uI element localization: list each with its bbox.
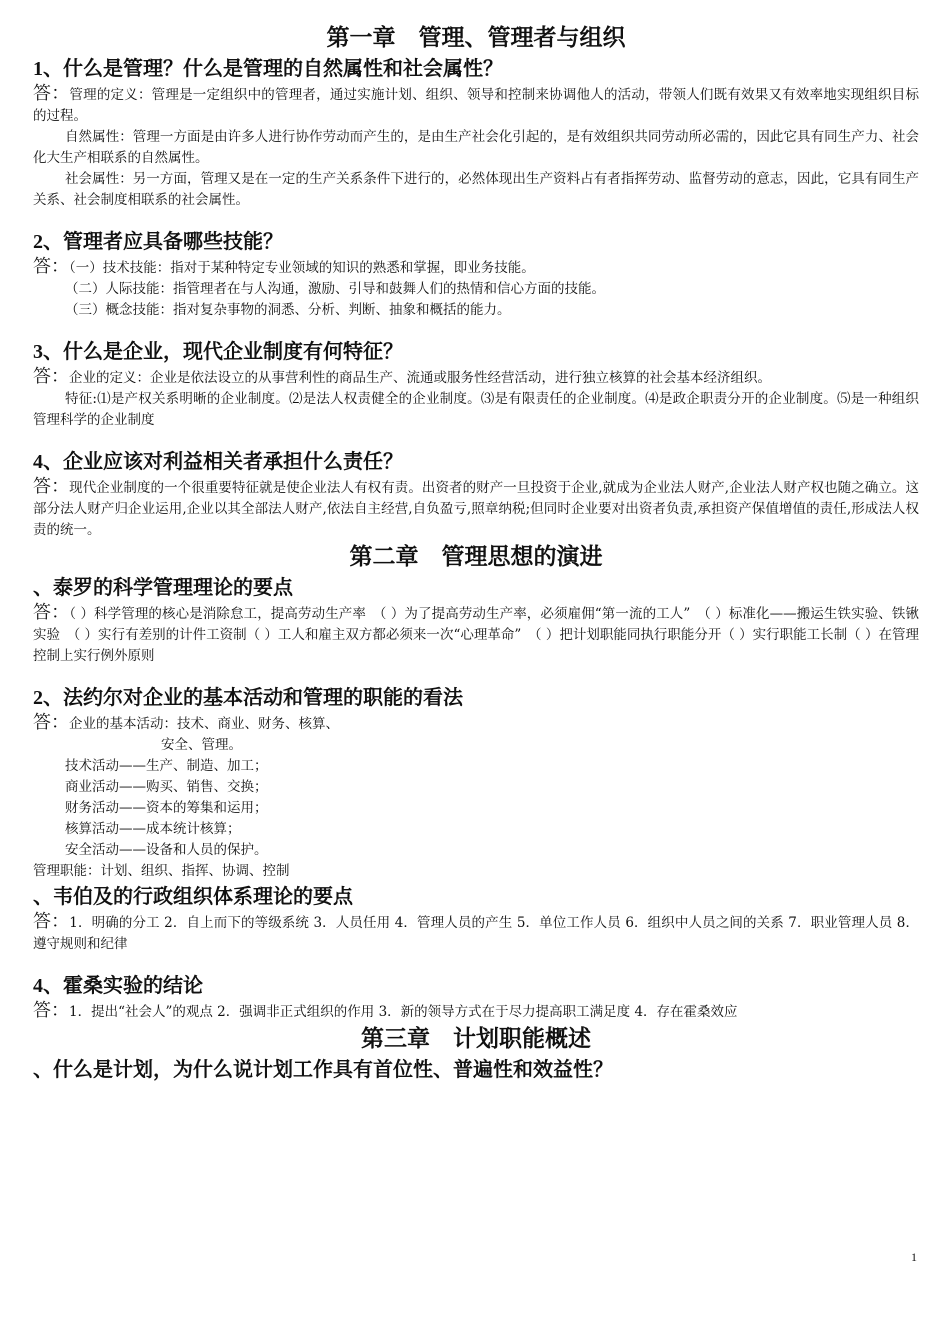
answer-paragraph: 1．提出“社会人”的观点 2．强调非正式组织的作用 3．新的领导方式在于尽力提高职工满足度 4．存在霍桑效应: [69, 1004, 738, 1020]
answer-line: 安全活动——设备和人员的保护。: [65, 842, 268, 858]
answer-1-1: [33, 83, 919, 127]
answer-label: 答：: [33, 911, 70, 932]
question-text: 、企业应该对利益相关者承担什么责任？: [43, 449, 403, 473]
answer-label: 答：: [33, 602, 70, 623]
question-1-4: [33, 447, 919, 476]
answer-paragraph: 现代企业制度的一个很重要特征就是使企业法人有权有责。出资者的财产一旦投资于企业,就成为企业法人财产,企业法人财产权也随之确立。这部分法人财产归企业运用,企业以其全部法人财产,依法自主经营,自负盈亏,照章纳税;但同时企业要对出资者负责,承担资产保值增值的责任,形成法人权责的统一。: [33, 480, 919, 538]
answer-2-1: [33, 602, 919, 667]
question-text: 、什么是计划，为什么说计划工作具有首位性、普遍性和效益性？: [33, 1057, 613, 1081]
answer-line: 技术活动——生产、制造、加工；: [65, 758, 268, 774]
answer-label: 答：: [33, 712, 69, 733]
answer-line: 核算活动——成本统计核算；: [65, 821, 241, 837]
question-text: 、什么是企业，现代企业制度有何特征？: [43, 339, 403, 363]
answer-1-2: [33, 256, 919, 279]
question-text: 、泰罗的科学管理理论的要点: [33, 575, 293, 599]
question-2-4: [33, 971, 919, 1000]
question-text: 、什么是管理？什么是管理的自然属性和社会属性？: [43, 56, 503, 80]
answer-paragraph: 1．明确的分工 2．自上而下的等级系统 3．人员任用 4．管理人员的产生 5．单位工作人员 6．组织中人员之间的关系 7．职业管理人员 8．遵守规则和纪律: [33, 915, 920, 952]
answer-label: 答：: [33, 1000, 69, 1021]
question-1-3: [33, 337, 919, 366]
answer-paragraph: 企业的定义：企业是依法设立的从事营利性的商品生产、流通或服务性经营活动，进行独立核算的社会基本经济组织。: [69, 370, 771, 386]
answer-line: 企业的基本活动：技术、商业、财务、核算、: [69, 716, 339, 732]
question-2-2: [33, 683, 919, 712]
answer-paragraph: （ ）科学管理的核心是消除怠工，提高劳动生产率 （ ）为了提高劳动生产率，必须雇佣“第一流的工人” （ ）标准化——搬运生铁实验、铁锹实验 （ ）实行有差别的计件工资制（ ）工人和雇主双方都必须来一次“心理革命” （ ）把计划职能同执行职能分开（ ）实行职能工长制（ ）在管理控制上实行例外原则: [33, 606, 919, 664]
answer-paragraph: （一）技术技能：指对于某种特定专业领域的知识的熟悉和掌握，即业务技能。: [69, 260, 535, 276]
answer-line: 管理职能：计划、组织、指挥、协调、控制: [33, 863, 290, 879]
question-number: 1: [33, 58, 43, 80]
question-3-1: [33, 1055, 919, 1084]
answer-label: 答：: [33, 83, 70, 104]
answer-paragraph: （三）概念技能：指对复杂事物的洞悉、分析、判断、抽象和概括的能力。: [65, 302, 511, 318]
answer-1-3: [33, 366, 919, 389]
question-number: 2: [33, 231, 43, 253]
answer-2-3: [33, 911, 919, 955]
answer-2-4: [33, 1000, 919, 1023]
question-2-1: [33, 573, 919, 602]
answer-label: 答：: [33, 256, 69, 277]
question-2-3: [33, 882, 919, 911]
question-text: 、霍桑实验的结论: [43, 973, 203, 997]
page-number: 1: [911, 1250, 917, 1264]
answer-paragraph: 特征:⑴是产权关系明晰的企业制度。⑵是法人权责健全的企业制度。⑶是有限责任的企业制度。⑷是政企职责分开的企业制度。⑸是一种组织管理科学的企业制度: [33, 391, 919, 428]
answer-label: 答：: [33, 476, 70, 497]
answer-paragraph: （二）人际技能：指管理者在与人沟通，激励、引导和鼓舞人们的热情和信心方面的技能。: [65, 281, 605, 297]
answer-paragraph: 管理的定义：管理是一定组织中的管理者，通过实施计划、组织、领导和控制来协调他人的活动，带领人们既有效果又有效率地实现组织目标的过程。: [33, 87, 920, 124]
document-page: [33, 22, 919, 1084]
answer-line: 安全、管理。: [161, 737, 242, 753]
answer-2-2: [33, 712, 919, 735]
question-text: 、管理者应具备哪些技能？: [43, 229, 283, 253]
question-text: 、韦伯及的行政组织体系理论的要点: [33, 884, 353, 908]
answer-line: 商业活动——购买、销售、交换；: [65, 779, 268, 795]
question-1-1: [33, 54, 919, 83]
question-number: 2: [33, 687, 43, 709]
question-number: 4: [33, 451, 43, 473]
chapter-3-title: 第三章 计划职能概述: [361, 1025, 591, 1052]
chapter-2-title: 第二章 管理思想的演进: [349, 543, 603, 570]
answer-paragraph: 自然属性：管理一方面是由许多人进行协作劳动而产生的，是由生产社会化引起的，是有效组织共同劳动所必需的，因此它具有同生产力、社会化大生产相联系的自然属性。: [33, 129, 919, 166]
question-number: 4: [33, 975, 43, 997]
chapter-1-title: 第一章 管理、管理者与组织: [326, 24, 626, 51]
question-text: 、法约尔对企业的基本活动和管理的职能的看法: [43, 685, 463, 709]
question-1-2: [33, 227, 919, 256]
answer-line: 财务活动——资本的筹集和运用；: [65, 800, 268, 816]
answer-label: 答：: [33, 366, 69, 387]
question-number: 3: [33, 341, 43, 363]
answer-1-4: [33, 476, 919, 541]
answer-paragraph: 社会属性：另一方面，管理又是在一定的生产关系条件下进行的，必然体现出生产资料占有者指挥劳动、监督劳动的意志，因此，它具有同生产关系、社会制度相联系的社会属性。: [33, 171, 919, 208]
